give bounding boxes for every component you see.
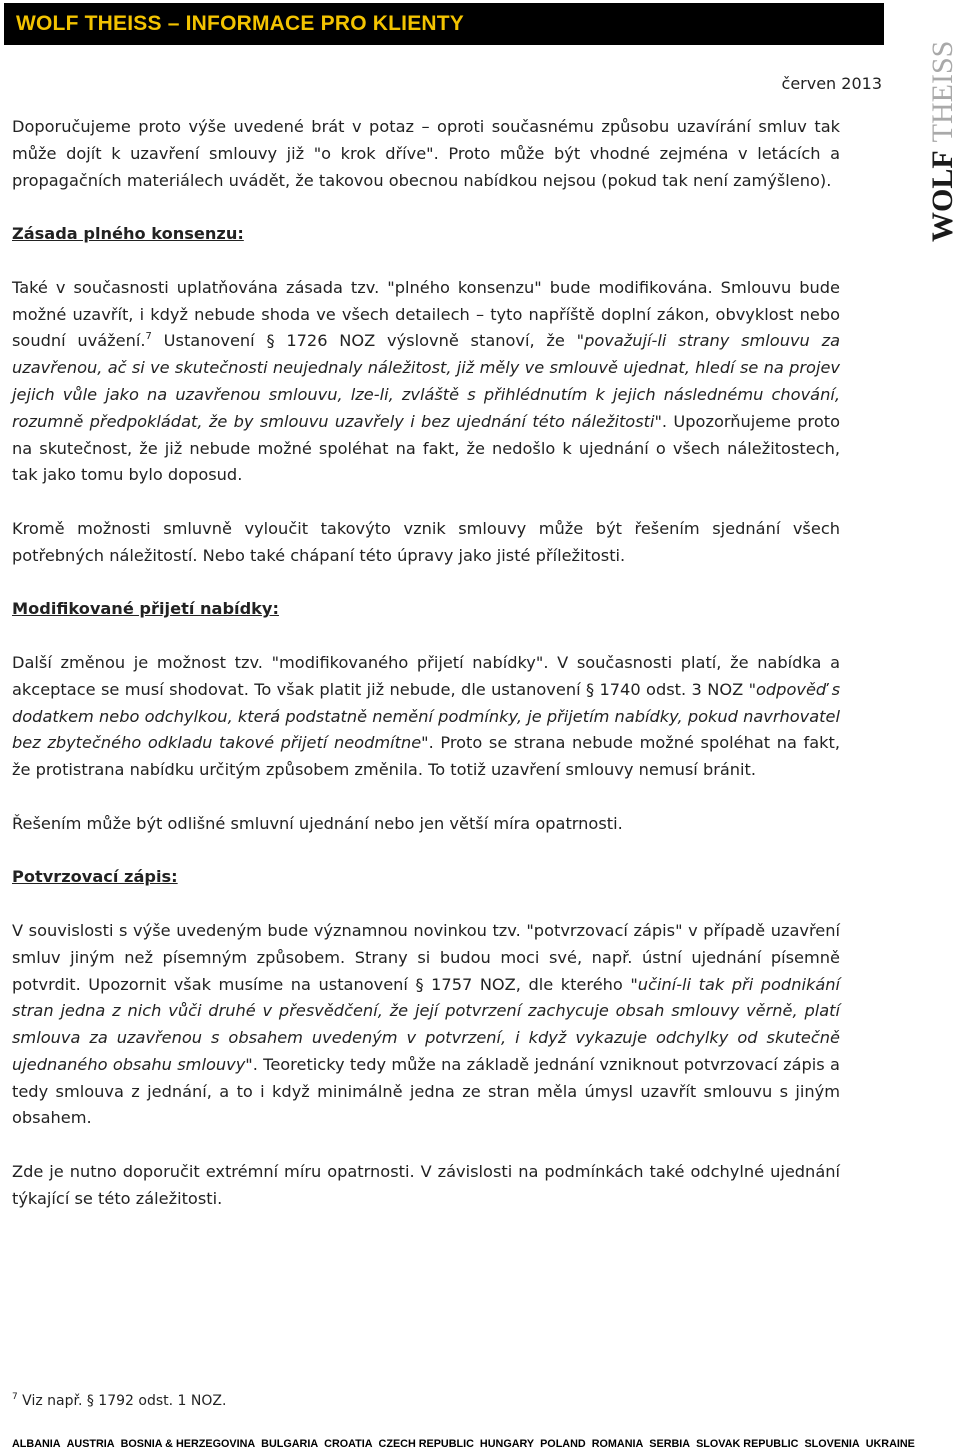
paragraph-text: . Teoreticky tedy může na základě jednání vzniknout potvrzovací zápis a tedy smlouva z jednání, a to i když minimálně jedna ze stran měla úmysl uzavřít smlouvu s jiným obsahem. [12,1054,840,1128]
paragraph-text: V souvislosti s výše uvedeným bude významnou novinkou tzv. "potvrzovací zápis" v případě uzavření smluv jiným než písemným způsobem. Strany si budou moci své, např. ústní ujednání písemně potvrdit. Upozornit však musíme na ustanovení § 1757 NOZ, dle kterého [12,920,840,994]
footer-country: BOSNIA & HERZEGOVINA [120,1438,256,1450]
statute-quote: "považují-li strany smlouvu za uzavřenou, ač si ve skutečnosti neujednaly náležitost, již měly ve smlouvě ujednat, hledí se na projev jejich vůle jako na uzavřenou smlouvu, lze-li, zvláště s přihlédnutím k jejich následnému chování, rozumně předpokládat, že by smlouvu uzavřely i bez ujednání této náležitosti" [12,331,840,431]
footnote-text: Viz např. § 1792 odst. 1 NOZ. [17,1393,227,1409]
footer-country: HUNGARY [479,1438,535,1450]
paragraph-text: . Proto se strana nebude možné spoléhat na fakt, že protistrana nabídku určitým způsobem změnila. To totiž uzavření smlouvy nemusí bránit. [12,733,840,780]
footnote-ref[interactable]: 7 [145,331,152,343]
footer-country: ROMANIA [591,1438,644,1450]
footer-country: ALBANIA [12,1438,61,1450]
paragraph-caution: Řešením může být odlišné smluvní ujednání nebo jen větší míra opatrnosti. [12,813,623,833]
footer-country: SERBIA [649,1438,691,1450]
footnote-number: 7 [12,1392,18,1402]
footer-country: UKRAINE [865,1438,915,1450]
logo-theiss-text: THEISS [926,40,959,143]
publication-date: červen 2013 [781,74,882,93]
paragraph-text: Také v současnosti uplatňována zásada tzv. "plného konsenzu" bude modifikována. Smlouvu bude možné uzavřít, i když nebude shoda ve všech detailech – tyto napříště doplní zákon, obvyklost nebo soudní uvážení. [12,277,840,351]
paragraph-recommendation: Zde je nutno doporučit extrémní míru opatrnosti. V závislosti na podmínkách také odchylné ujednání týkající se této záležitosti. [12,1162,840,1208]
footnote [12,1393,226,1409]
header-title: WOLF THEISS – INFORMACE PRO KLIENTY [16,12,465,35]
paragraph-modified-acceptance [12,650,840,784]
footer-country: SLOVENIA [804,1438,860,1450]
paragraph-intro: Doporučujeme proto výše uvedené brát v potaz – oproti současnému způsobu uzavírání smluv tak může dojít k uzavření smlouvy již "o krok dříve". Proto může být vhodné zejména v letácích a propagačních materiálech uvádět, že takovou obecnou nabídkou nejsou (pokud tak není zamýšleno). [12,117,840,190]
statute-quote: "učiní-li tak při podnikání stran jedna z nich vůči druhé v přesvědčení, že její potvrzení zachycuje obsah smlouvy věrně, platí smlouva za uzavřenou s obsahem uvedeným v potvrzení, i když vykazuje odchylky od skutečně ujednaného obsahu smlouvy" [12,974,840,1074]
footer-country: SLOVAK REPUBLIC [696,1438,799,1450]
statute-quote: "odpověď s dodatkem nebo odchylkou, která podstatně nemění podmínky, je přijetím nabídky, pokud navrhovatel bez zbytečného odkladu takové přijetí neodmítne" [12,679,841,753]
heading-modified-acceptance: Modifikované přijetí nabídky: [12,599,279,619]
paragraph-text: Další změnou je možnost tzv. "modifikovaného přijetí nabídky". V současnosti platí, že nabídka a akceptace se musí shodovat. To však platit již nebude, dle ustanovení § 1740 odst. 3 NOZ [12,652,840,699]
header-bar [4,3,884,45]
paragraph-full-consensus [12,275,840,489]
footer-country: CROATIA [324,1438,373,1450]
footer-country: BULGARIA [261,1438,319,1450]
logo-svg [924,4,960,244]
footer-country: POLAND [540,1438,586,1450]
footer-country: CZECH REPUBLIC [378,1438,474,1450]
paragraph-text: . Upozorňujeme proto na skutečnost, že již nebude možné spoléhat na fakt, že nedošlo k ujednání o všech náležitostech, tak jako tomu bylo doposud. [12,411,841,485]
paragraph-confirmation-record [12,918,840,1132]
heading-full-consensus: Zásada plného konsenzu: [12,224,244,244]
footer-country: AUSTRIA [66,1438,115,1450]
footer-country-list [12,1438,932,1452]
heading-confirmation-record: Potvrzovací zápis: [12,867,178,887]
paragraph-text: Ustanovení § 1726 NOZ výslovně stanoví, že [151,331,577,351]
logo-wolf-text: WOLF [926,150,959,242]
paragraph-solution: Kromě možnosti smluvně vyloučit takovýto vznik smlouvy může být řešením sjednání všech potřebných náležitostí. Nebo také chápaní této úpravy jako jisté příležitosti. [12,518,840,565]
wolf-theiss-logo [924,4,960,244]
document-body [12,114,840,1239]
